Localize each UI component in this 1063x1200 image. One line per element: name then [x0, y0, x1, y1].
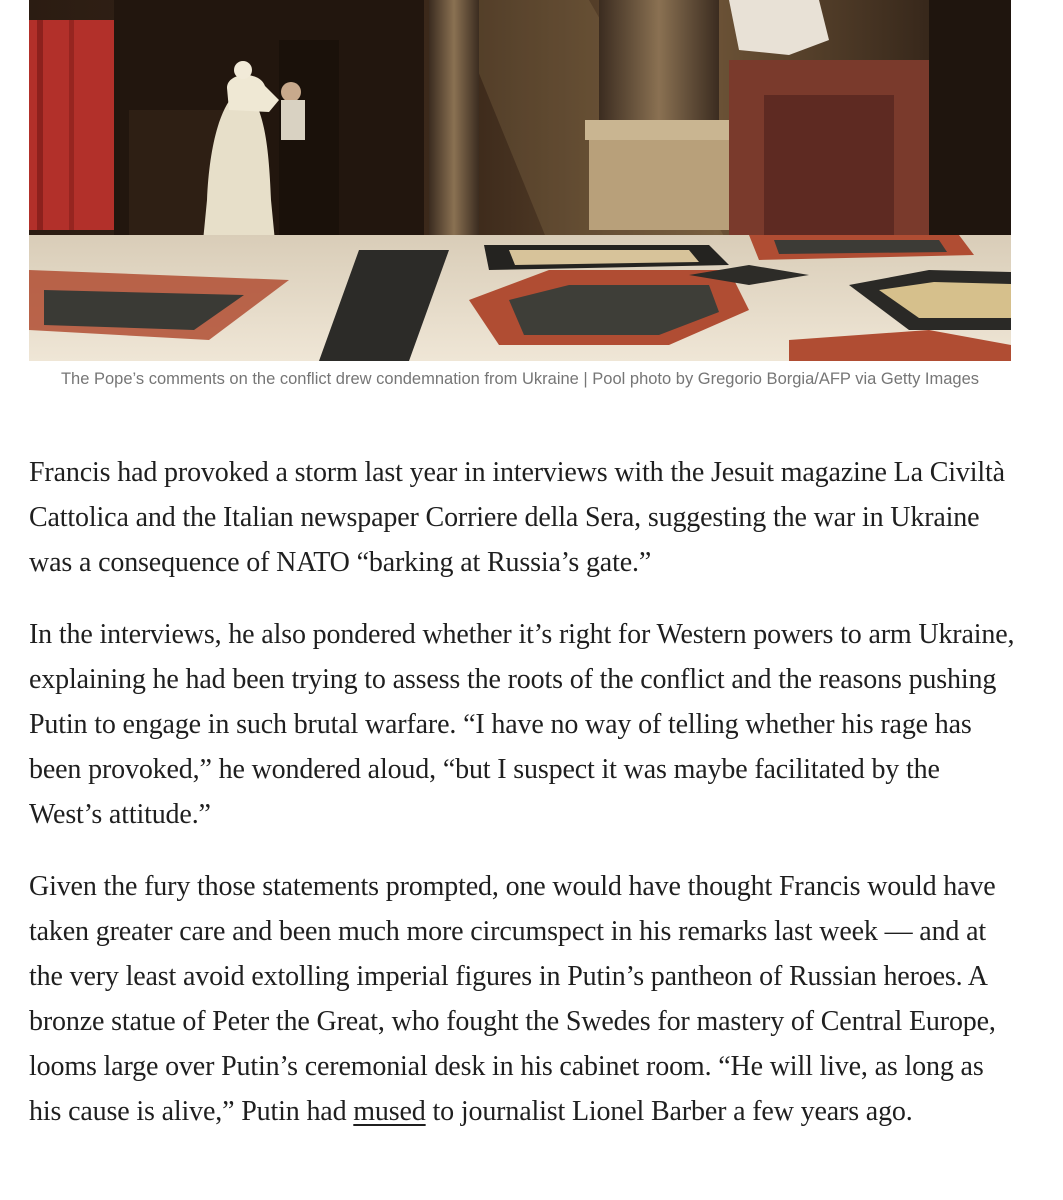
- paragraph-3-text-before: Given the fury those statements prompted, one would have thought Francis would have taken greater care and been much more circumspect in his remarks last week — and at the very least avoid extolling imperial figures in Putin’s pantheon of Russian heroes. A bronze statue of Peter the Great, who fought the Swedes for mastery of Central Europe, looms large over Putin’s ceremonial desk in his cabinet room. “He will live, as long as his cause is alive,” Putin had: [29, 871, 996, 1127]
- article-body: [29, 450, 1019, 1161]
- paragraph-1: Francis had provoked a storm last year in interviews with the Jesuit magazine La Civiltà Cattolica and the Italian newspaper Corriere della Sera, suggesting the war in Ukraine was a consequence of NATO “barking at Russia’s gate.”: [29, 457, 1005, 578]
- paragraph-2: In the interviews, he also pondered whether it’s right for Western powers to arm Ukraine, explaining he had been trying to assess the roots of the conflict and the reasons pushing Putin to engage in such brutal warfare. “I have no way of telling whether his rage has been provoked,” he wondered aloud, “but I suspect it was maybe facilitated by the West’s attitude.”: [29, 619, 1015, 830]
- photo-caption: The Pope’s comments on the conflict drew condemnation from Ukraine | Pool photo by Gregorio Borgia/AFP via Getty Images: [60, 370, 980, 388]
- paragraph-3-text-after: to journalist Lionel Barber a few years ago.: [425, 1096, 913, 1127]
- mused-link[interactable]: mused: [353, 1096, 426, 1127]
- basilica-confession-image: [29, 0, 1011, 361]
- paragraph-3: [29, 864, 1019, 1134]
- article-photo: [29, 0, 1011, 361]
